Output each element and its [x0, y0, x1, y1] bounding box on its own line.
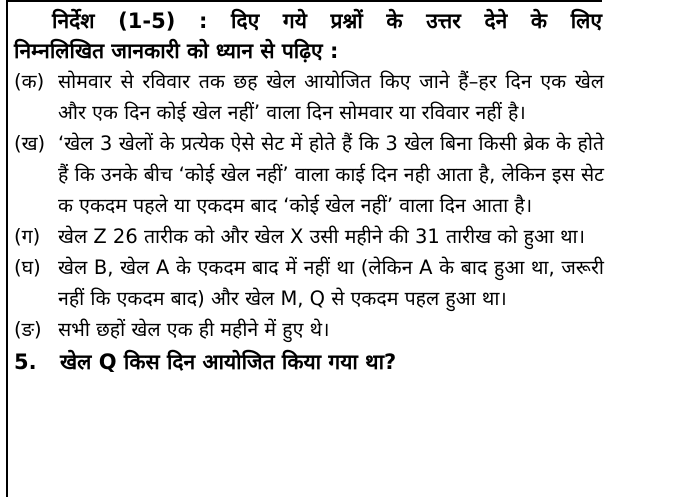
- condition-item: [14, 252, 674, 314]
- condition-text: सभी छहों खेल एक ही महीने में हुए थे।: [58, 318, 330, 341]
- question-number: 5.: [14, 350, 37, 374]
- passage: [14, 6, 674, 377]
- left-border-rule: [6, 0, 8, 497]
- condition-marker: (घ): [14, 256, 41, 279]
- top-border-rule: [6, 0, 602, 2]
- question: [14, 347, 674, 377]
- condition-marker: (ख): [14, 132, 46, 155]
- condition-marker: (ग): [14, 225, 41, 248]
- condition-text: सोमवार से रविवार तक छह खेल आयोजित किए जाने हैं–हर दिन एक खेल और एक दिन कोई खेल नहीं’ वाला दिन सोमवार या रविवार नहीं है।: [58, 70, 604, 124]
- condition-text: खेल B, खेल A के एकदम बाद में नहीं था (लेकिन A के बाद हुआ था, जरूरी नहीं कि एकदम बाद) और खेल M, Q से एकदम पहल हुआ था।: [58, 256, 604, 310]
- condition-item: [14, 314, 674, 345]
- instruction-heading: निर्देश (1-5) : दिए गये प्रश्नों के उत्तर देने के लिए: [52, 9, 602, 33]
- condition-text: खेल Z 26 तारीक को और खेल X उसी महीने की 31 तारीख को हुआ था।: [58, 225, 585, 248]
- instruction-heading-continued: निम्नलिखित जानकारी को ध्यान से पढ़िए :: [14, 39, 339, 63]
- question-text: खेल Q किस दिन आयोजित किया गया था?: [60, 350, 397, 374]
- condition-marker: (क): [14, 70, 45, 93]
- condition-marker: (ङ): [14, 318, 42, 341]
- condition-item: [14, 128, 674, 221]
- condition-item: [14, 66, 674, 128]
- condition-item: [14, 221, 674, 252]
- condition-text: ‘खेल 3 खेलों के प्रत्येक ऐसे सेट में होते हैं कि 3 खेल बिना किसी ब्रेक के होते हैं कि उनके बीच ‘कोई खेल नहीं’ वाला काई दिन नही आता है, लेकिन इस सेट क एकदम पहले या एकदम बाद ‘कोई खेल नहीं’ वाला दिन आता है।: [58, 132, 604, 217]
